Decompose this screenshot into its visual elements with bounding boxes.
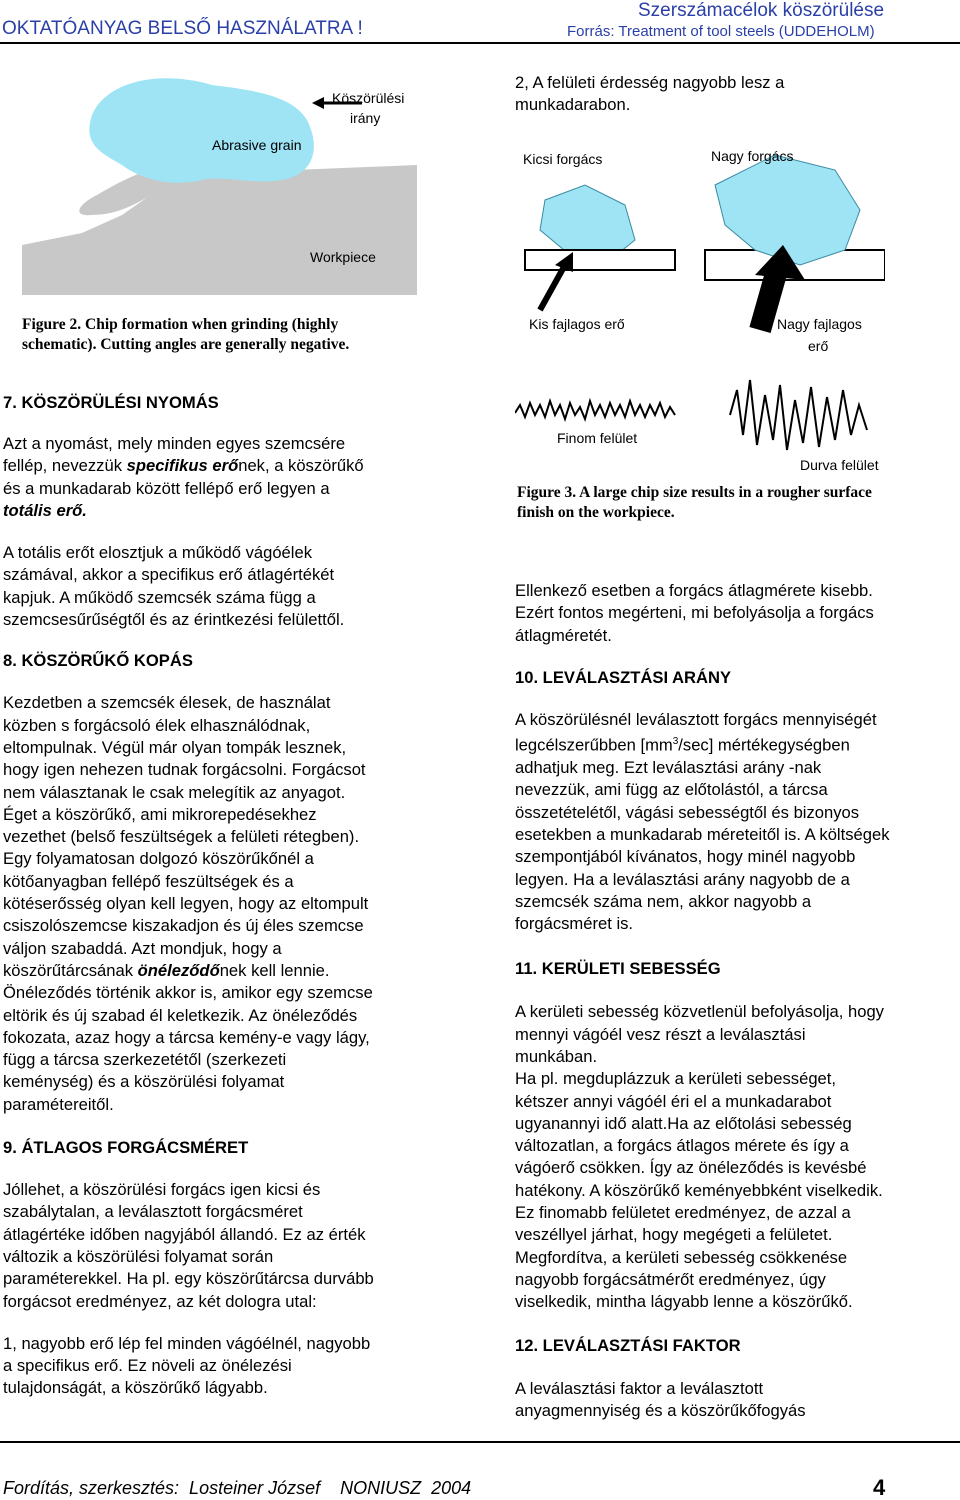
text-line: kötéserősség olyan kell legyen, hogy az eltompult [3,894,369,914]
intro-line-1: 2, A felületi érdesség nagyobb lesz a [515,73,785,92]
text-line: Ez finomabb felületet eredményez, de azzal a [515,1203,851,1223]
text-line: eltörik és új szabad él keletkezik. Az önéleződés [3,1005,358,1025]
text-line: paraméterekkel. Ha pl. egy köszörűtárcsa durvább [3,1269,374,1289]
text-line: kétszer annyi vágóél éri el a munkadarabot [515,1091,832,1111]
section-7-heading: 7. KÖSZÖRÜLÉSI NYOMÁS [3,393,219,412]
text-line: anyagmennyiség és a köszörűkőfogyás [515,1400,806,1420]
text-line: átlagértéke időben nagyjából állandó. Ez az érték [3,1224,366,1244]
text-line: Ellenkező esetben a forgács átlagmérete kisebb. [515,581,873,600]
emphasis-total-force: totális erő. [3,500,87,520]
text-line: eltompulnak. Végül már olyan tompák lesznek, [3,737,347,757]
section-9-paragraph-2 [3,1333,473,1400]
section-10-heading: 10. LEVÁLASZTÁSI ARÁNY [515,667,732,687]
section-12-heading: 12. LEVÁLASZTÁSI FAKTOR [515,1335,741,1355]
text-line: Ha pl. megduplázzuk a kerületi sebességet, [515,1069,836,1089]
text-line: fokozata, azaz hogy a tárcsa kemény-e vagy lágy, [3,1027,370,1047]
text-line: adhatjuk meg. Ezt leválasztási arány -nak [515,758,822,778]
page-number: 4 [873,1475,886,1500]
text-span: nek, a köszörűkő [238,456,364,476]
header-rule [0,42,960,44]
text-line: mennyi vágóél vesz részt a leválasztási [515,1024,806,1044]
text-line: a specifikus erő. Ez növeli az önélezési [3,1356,292,1376]
figure-2 [22,65,417,355]
small-chip-label: Kicsi forgács [523,151,603,167]
text-line: veszéllyel járhat, hogy megégeti a felületet. [515,1225,833,1245]
section-9-paragraph-1 [3,1179,473,1313]
rough-surface-wave [730,380,867,450]
text-line: Ezért fontos megérteni, mi befolyásolja a forgács [515,603,874,623]
text-line: összetételétől, vágási sebességtől és bizonyos [515,802,860,822]
text-line: A totális erőt elosztjuk a működő vágóélek [3,543,313,563]
text-line: változik a köszörülési folyamat során [3,1246,274,1266]
large-force-label-1: Nagy fajlagos [777,316,862,332]
section-8-paragraph [3,692,473,1116]
footer-text: Fordítás, szerkesztés: Losteiner József NONIUSZ 2004 [3,1478,472,1498]
text-line: Megfordítva, a kerületi sebesség csökkenése [515,1247,848,1267]
emphasis-self-sharpening: önéleződő [137,960,220,980]
text-line: munkában. [515,1046,598,1066]
section-9-heading: 9. ÁTLAGOS FORGÁCSMÉRET [3,1138,249,1158]
text-line: kötőanyagban fellépő feszültségek és a [3,871,294,891]
text-line: ugyanannyi idő alatt.Ha az előtolási sebesség [515,1113,852,1133]
figure-3-caption-1: Figure 3. A large chip size results in a rougher surface [517,484,872,501]
direction-label-1: Köszörülési [332,90,405,106]
text-line: 1, nagyobb erő lép fel minden vágóélnél, nagyobb [3,1333,371,1353]
text-line: Kezdetben a szemcsék élesek, de használat [3,693,331,713]
text-line: nem választanak le csak melegítik az anyagot. [3,782,346,802]
text-line: váljon szabaddá. Azt mondjuk, hogy a [3,938,282,958]
figure-2-caption-1: Figure 2. Chip formation when grinding (highly [22,316,339,333]
large-chip-label: Nagy forgács [711,148,794,164]
text-span: legcélszerűbben [mm [515,735,673,755]
text-line: Jóllehet, a köszörülési forgács igen kicsi és [3,1180,321,1200]
text-line: forgácsot eredményez, az két dologra utal: [3,1291,317,1311]
arrow-head [312,97,324,109]
text-line: szabálytalan, a leválasztott forgácsméret [3,1202,303,1222]
small-workpiece [525,250,675,270]
text-line: Önéleződés történik akkor is, amikor egy szemcse [3,983,373,1003]
chip-formation-illustration [22,65,417,355]
figure-3 [515,375,915,525]
header-title: Szerszámacélok köszörülése [638,0,885,21]
text-span: /sec] mértékegységben [678,735,850,755]
text-line: és a munkadarab között fellépő erő legyen a [3,478,330,498]
section-7-paragraph-1 [3,433,473,522]
text-span: nek kell lennie. [219,960,330,980]
section-11-paragraph-1 [515,1001,960,1068]
text-line: kapjuk. A működő szemcsék száma függ a [3,587,316,607]
text-span: fellép, nevezzük [3,456,127,476]
text-line: Éget a köszörűkő, ami mikrorepedésekhez [3,804,317,824]
header-left: OKTATÓANYAG BELSŐ HASZNÁLATRA ! [2,18,363,39]
workpiece-label: Workpiece [310,249,376,265]
section-12-paragraph [515,1378,960,1423]
text-line: Azt a nyomást, mely minden egyes szemcsére [3,434,346,453]
text-line: vezethet (belső feszültségek a felületi rétegben). [3,827,360,847]
text-line: A leválasztási faktor a leválasztott [515,1378,764,1398]
text-line: paramétereitől. [3,1094,114,1114]
chip-size-figure [515,140,885,360]
text-line: csiszolószemcse kiszakadjon és új éles szemcse [3,916,364,936]
text-line: vágóerő csökken. Így az önéleződés is kevésbé [515,1158,867,1178]
fine-surface-wave [515,401,675,419]
right-column [515,580,960,1422]
text-line: tulajdonságát, a köszörűkő lágyabb. [3,1378,268,1398]
text-line: nevezzük, ami függ az előtolástól, a tárcsa [515,780,828,800]
continuation-paragraph [515,580,960,647]
text-line: hatékony. A köszörűkő keményebbként viselkedik. [515,1180,883,1200]
intro-line-2: munkadarabon. [515,95,631,114]
large-chip [715,155,860,265]
text-line: legyen. Ha a leválasztási arány nagyobb de a [515,869,850,889]
text-line: közben s forgácsoló élek elhasználódnak, [3,715,311,735]
emphasis-specific-force: specifikus erő [126,456,239,476]
text-line: átlagméretét. [515,625,612,645]
text-line [3,500,473,522]
text-line: forgácsméret is. [515,914,634,934]
left-column [3,392,473,1400]
text-line: keménység) és a köszörülési folyamat [3,1072,285,1092]
section-10-paragraph [515,709,960,936]
section-8-heading: 8. KÖSZÖRŰKŐ KOPÁS [3,651,193,671]
small-force-arrow [540,265,565,310]
text-line: A kerületi sebesség közvetlenül befolyásolja, hogy [515,1002,884,1022]
workpiece-shape [22,165,417,295]
text-line: A köszörülésnél leválasztott forgács mennyiségét [515,709,877,729]
small-chip [540,185,635,260]
section-11-heading: 11. KERÜLETI SEBESSÉG [515,959,721,979]
text-span: köszörűtárcsának [3,960,138,980]
section-11-paragraph-2 [515,1068,960,1313]
figure-2-caption-2: schematic). Cutting angles are generally negative. [22,336,350,353]
grain-label: Abrasive grain [212,137,302,153]
text-line: esetekben a munkadarab méreteitől is. A költségek [515,824,890,844]
text-line: szempontjából kívánatos, hogy minél nagyobb [515,847,856,867]
text-line: Egy folyamatosan dolgozó köszörűkőnél a [3,849,314,869]
section-7-paragraph-2 [3,542,473,631]
text-line: szemcsék száma nem, akkor nagyobb a [515,891,812,911]
rough-surface-label: Durva felület [800,457,879,473]
footer-rule [0,1441,960,1443]
abrasive-grain-shape [89,78,314,182]
text-line: nagyobb forgácsátmérőt eredményez, úgy [515,1269,826,1289]
superscript: 3 [672,736,679,748]
text-line: számával, akkor a specifikus erő átlagértékét [3,565,335,585]
figure-3-caption-2: finish on the workpiece. [517,504,675,521]
fine-surface-label: Finom felület [557,430,638,446]
text-line: hogy igen nehezen tudnak forgácsolni. Forgácsot [3,760,366,780]
text-line: viselkedik, mintha lágyabb lenne a köszörűkő. [515,1292,853,1312]
direction-label-2: irány [350,110,381,126]
text-line: szemcsesűrűségtől és az érintkezési felülettől. [3,610,345,630]
small-force-label: Kis fajlagos erő [529,316,625,332]
text-line [515,731,960,757]
text-line [3,455,473,477]
text-line [3,960,473,982]
large-force-label-2: erő [808,338,829,354]
header-source: Forrás: Treatment of tool steels (UDDEHOLM) [567,23,875,40]
text-line: változatlan, a forgács átlagos mérete és így a [515,1136,849,1156]
text-line: függ a tárcsa szerkezetétől (szerkezeti [3,1050,287,1070]
